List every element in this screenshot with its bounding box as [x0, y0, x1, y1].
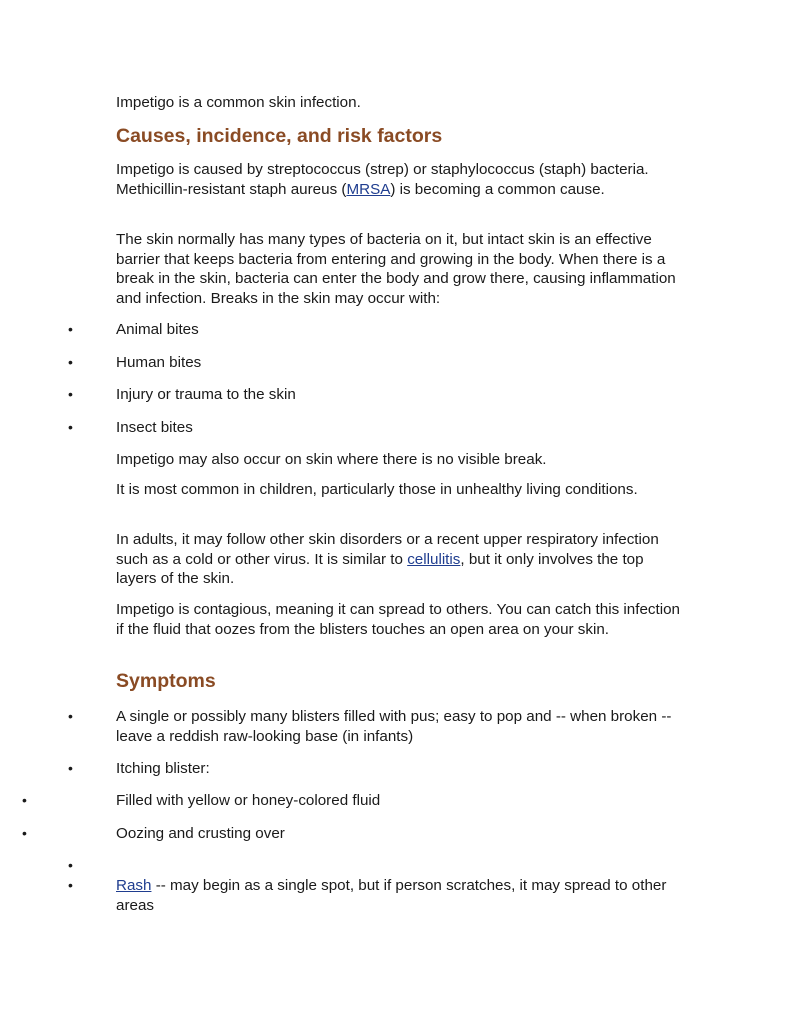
symptoms-heading: Symptoms — [116, 670, 216, 692]
causes-heading: Causes, incidence, and risk factors — [116, 125, 443, 147]
rash-link[interactable]: Rash — [116, 877, 152, 894]
bullet-marker-empty: • — [68, 857, 73, 873]
mrsa-link[interactable]: MRSA — [346, 180, 391, 198]
bullet-marker: • — [68, 386, 73, 402]
symptom-sub-oozing: Oozing and crusting over — [116, 825, 285, 842]
symptom-sub-filled-fluid: Filled with yellow or honey-colored fluid — [116, 792, 381, 809]
bullet-human-bites: Human bites — [116, 354, 202, 371]
causes-paragraph-1 — [116, 160, 681, 199]
bullet-marker: • — [22, 825, 27, 841]
causes-paragraph-4: It is most common in children, particularly those in unhealthy living conditions. — [116, 481, 638, 498]
symptom-blisters: A single or possibly many blisters filled with pus; easy to pop and -- when broken -- leave a reddish raw-looking base (in infants) — [116, 708, 672, 745]
bullet-injury-trauma: Injury or trauma to the skin — [116, 386, 296, 403]
bullet-marker: • — [68, 708, 73, 724]
causes-paragraph-5 — [116, 530, 681, 589]
bullet-marker: • — [68, 419, 73, 435]
bullet-animal-bites: Animal bites — [116, 321, 199, 338]
bullet-marker: • — [22, 792, 27, 808]
causes-p1-text-after: ) is becoming a common cause. — [390, 180, 605, 198]
bullet-marker: • — [68, 321, 73, 337]
symptom-rash-text: -- may begin as a single spot, but if person scratches, it may spread to other areas — [116, 877, 667, 914]
causes-paragraph-3: Impetigo may also occur on skin where there is no visible break. — [116, 451, 547, 468]
causes-paragraph-6: Impetigo is contagious, meaning it can spread to others. You can catch this infection if the fluid that oozes from the blisters touches an open area on your skin. — [116, 601, 680, 638]
intro-paragraph: Impetigo is a common skin infection. — [116, 94, 361, 111]
causes-p1-text-before: Impetigo is caused by streptococcus (strep) or staphylococcus (staph) bacteria. Methicillin-resistant staph aureus ( — [116, 161, 649, 198]
causes-paragraph-2: The skin normally has many types of bacteria on it, but intact skin is an effective barrier that keeps bacteria from entering and growing in the body. When there is a break in the skin, bacteria can enter the body and grow there, causing inflammation and infection. Breaks in the skin may occur with: — [116, 231, 676, 307]
bullet-marker: • — [68, 877, 73, 893]
causes-p5-text-after: , but it only involves the top layers of the skin. — [116, 550, 644, 588]
bullet-insect-bites: Insect bites — [116, 419, 193, 436]
cellulitis-link[interactable]: cellulitis — [407, 550, 461, 568]
symptom-itching-blister: Itching blister: — [116, 760, 210, 777]
bullet-marker: • — [68, 354, 73, 370]
bullet-marker: • — [68, 760, 73, 776]
symptom-rash — [116, 876, 681, 915]
causes-p5-text-before: In adults, it may follow other skin disorders or a recent upper respiratory infection such as a cold or other virus. It is similar to — [116, 531, 659, 568]
